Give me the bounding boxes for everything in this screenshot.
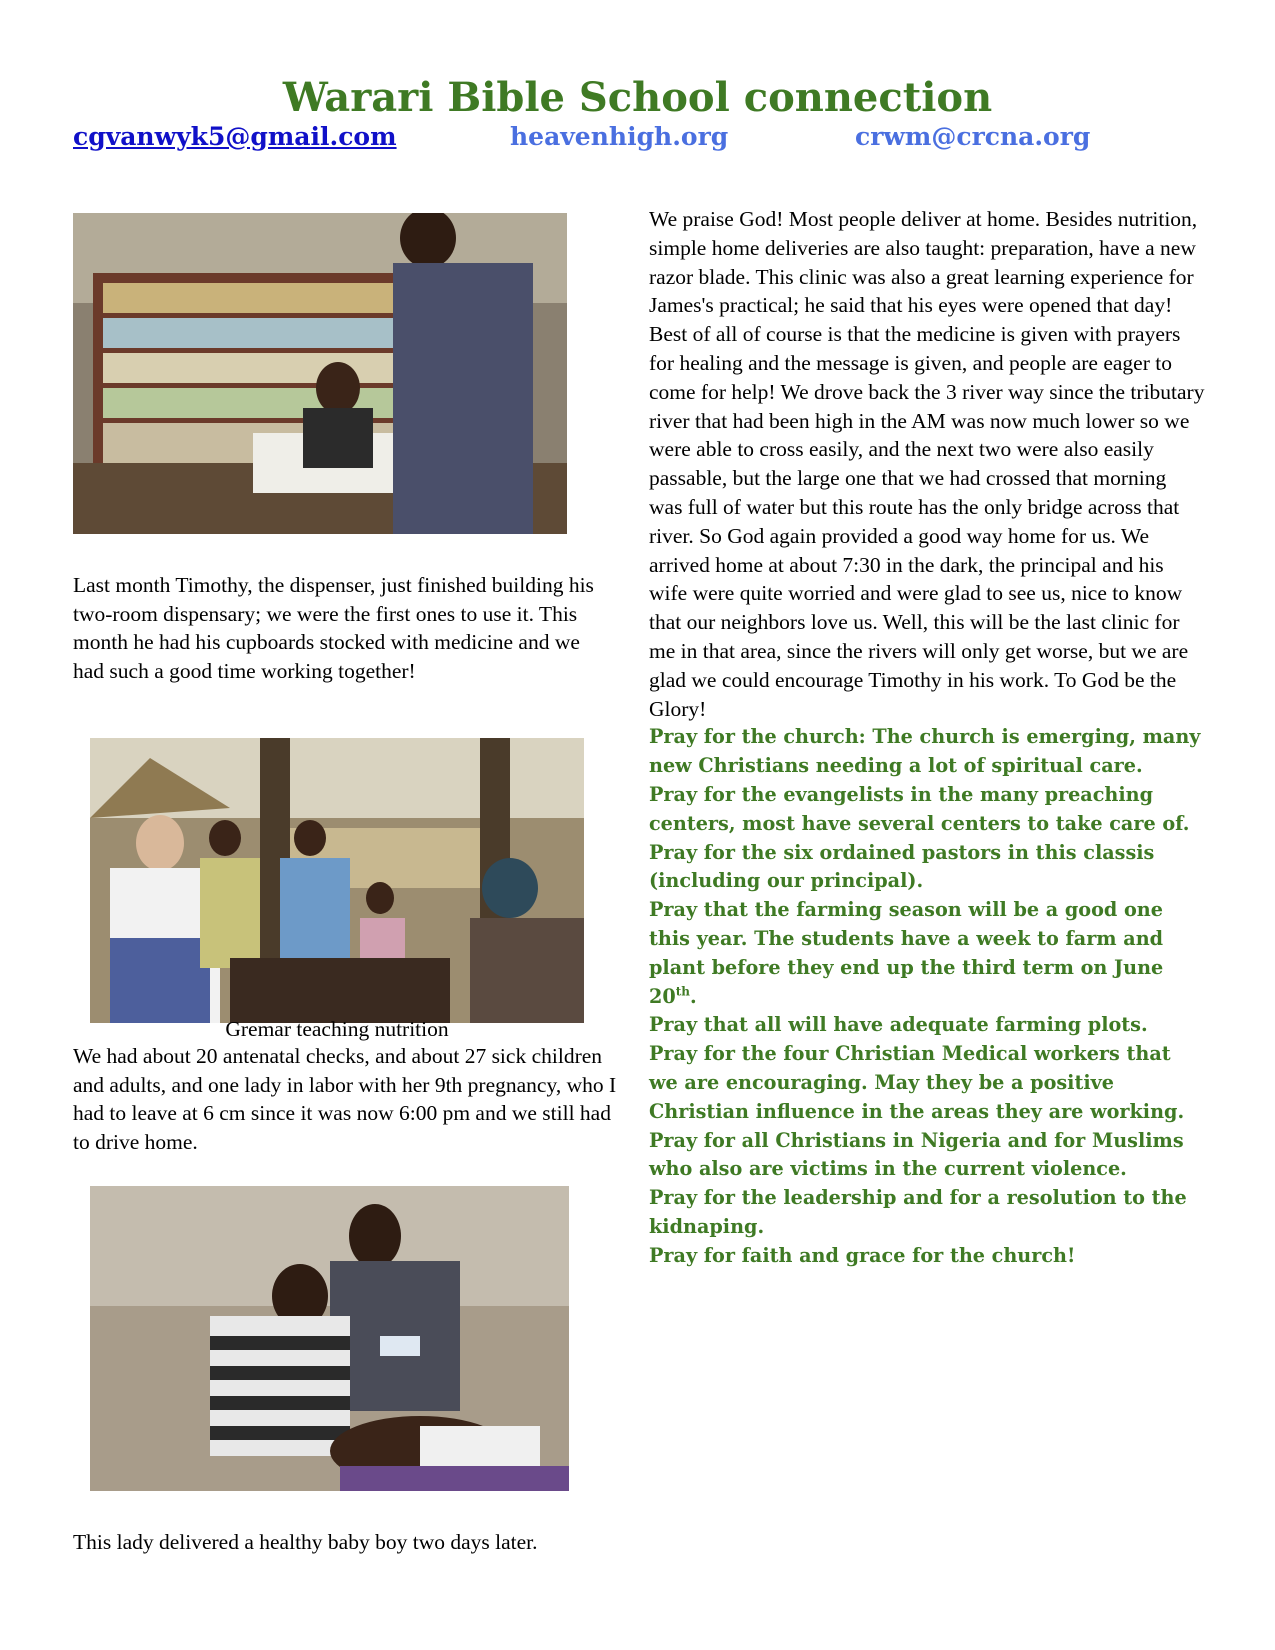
prayer-farming-end: . [689,984,697,1008]
paragraph-delivery: This lady delivered a healthy baby boy two days later. [73,1530,538,1554]
prayer-farming-text: Pray that the farming season will be a good one this year. The students have a week to farm and plant before they end up the third term on June 20 [649,898,1164,1008]
email-secondary-text: crwm@crcna.org [855,122,1091,151]
prayer-item: Pray for the four Christian Medical workers that we are encouraging. May they be a positive Christian influence in the areas they are working. [649,1042,1185,1123]
newsletter-title: Warari Bible School connection [282,74,993,121]
prayer-item: Pray for the six ordained pastors in this classis (including our principal). [649,840,1155,893]
photo-examination [90,1186,569,1491]
right-column [649,205,1205,1270]
prayer-item: Pray that all will have adequate farming plots. [649,1013,1148,1037]
photo-dispensary [73,213,567,534]
photo-nutrition-teaching [90,738,584,1023]
body-text: We praise God! Most people deliver at home. Besides nutrition, simple home deliveries are also taught: preparation, have a new razor blade. This clinic was also a great learning experience for James's practical; he said that his eyes were opened that day! Best of all of course is that the medicine is given with prayers for healing and the message is given, and people are eager to come for help! We drove back the 3 river way since the tributary river that had been high in the AM was now much lower so we were able to cross easily, and the next two were also easily passable, but the large one that we had crossed that morning was full of water but this route has the only bridge across that river. So God again provided a good way home for us. We arrived home at about 7:30 in the dark, the principal and his wife were quite worried and were glad to see us, nice to know that our neighbors love us. Well, this will be the last clinic for me in that area, since the rivers will only get worse, but we are glad we could encourage Timothy in his work. To God be the Glory! [649,207,1205,721]
email-primary-link[interactable]: cgvanwyk5@gmail.com [73,122,397,151]
prayer-item-farming [649,896,1205,1011]
prayer-item: Pray for the leadership and for a resolution to the kidnaping. [649,1186,1187,1238]
prayer-item: Pray for the church: The church is emerging, many new Christians needing a lot of spiritual care. [649,725,1201,778]
prayer-item: Pray for the evangelists in the many preaching centers, most have several centers to take care of. [649,782,1190,835]
paragraph-checks: We had about 20 antenatal checks, and about 27 sick children and adults, and one lady in labor with her 9th pregnancy, who I had to leave at 6 cm since it was now 6:00 pm and we still had to drive home. [73,1044,617,1155]
ordinal-suffix: th [675,984,690,999]
caption-nutrition: Gremar teaching nutrition [225,1017,449,1041]
prayer-item: Pray for all Christians in Nigeria and for Muslims who also are victims in the current violence. [649,1128,1184,1181]
website-text: heavenhigh.org [510,122,729,151]
prayer-item: Pray for faith and grace for the church! [649,1243,1076,1267]
paragraph-dispensary: Last month Timothy, the dispenser, just finished building his two-room dispensary; we were the first ones to use it. This month he had his cupboards stocked with medicine and we had such a good time working together! [73,573,594,684]
